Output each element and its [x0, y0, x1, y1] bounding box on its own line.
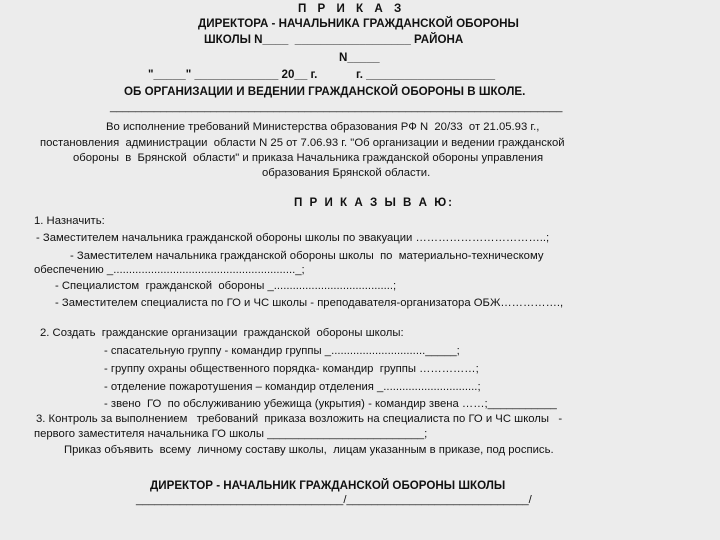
header-line-1: ДИРЕКТОРА - НАЧАЛЬНИКА ГРАЖДАНСКОЙ ОБОРОНЫ — [198, 17, 519, 30]
item-3-line-1: 3. Контроль за выполнением требований приказа возложить на специалиста по ГО и ЧС школы - — [36, 413, 563, 425]
item-1-line-4: - Специалистом гражданской обороны _......................................; — [55, 280, 397, 292]
subject-underline: ________________________________________________________________________ — [110, 101, 563, 113]
header-number: N_____ — [339, 51, 380, 64]
item-3-line-2: первого заместителя начальника ГО школы _________________________; — [34, 428, 428, 440]
item-2-line-2: - группу охраны общественного порядка- командир группы ……………; — [104, 363, 479, 375]
item-1-line-2: - Заместителем начальника гражданской обороны школы по материально-техническому — [70, 250, 544, 262]
item-2-line-4: - звено ГО по обслуживанию убежища (укрытия) - командир звена ……;___________ — [104, 398, 557, 410]
signature-title: ДИРЕКТОР - НАЧАЛЬНИК ГРАЖДАНСКОЙ ОБОРОНЫ ШКОЛЫ — [150, 479, 506, 492]
item-2-heading: 2. Создать гражданские организации гражданской обороны школы: — [40, 327, 404, 339]
doc-title: П Р И К А З — [298, 2, 406, 15]
doc-subject: ОБ ОРГАНИЗАЦИИ И ВЕДЕНИИ ГРАЖДАНСКОЙ ОБОРОНЫ В ШКОЛЕ. — [124, 85, 526, 98]
closing-line: Приказ объявить всему личному составу школы, лицам указанным в приказе, под роспись. — [64, 444, 554, 456]
preamble-line-4: образования Брянской области. — [262, 167, 431, 179]
header-line-2: ШКОЛЫ N____ __________________ РАЙОНА — [204, 33, 464, 46]
preamble-line-3: обороны в Брянской области" и приказа Начальника гражданской обороны управления — [73, 152, 544, 164]
signature-line: _________________________________/_____________________________/ — [136, 494, 532, 506]
item-1-line-3: обеспечению _.........................................................._; — [34, 264, 305, 276]
item-2-line-1: - спасательную группу - командир группы _.............................._____; — [104, 345, 460, 357]
preamble-line-1: Во исполнение требований Министерства образования РФ N 20/33 от 21.05.93 г., — [106, 121, 540, 133]
item-1-line-1: - Заместителем начальника гражданской обороны школы по эвакуации ……………………………..; — [36, 232, 550, 244]
item-1-heading: 1. Назначить: — [34, 215, 105, 227]
preamble-line-2: постановления администрации области N 25 от 7.06.93 г. "Об организации и ведении гражданской — [40, 137, 565, 149]
header-date-place: "_____" _____________ 20__ г. г. ____________________ — [148, 68, 496, 81]
order-heading: П Р И К А З Ы В А Ю: — [294, 196, 455, 209]
item-2-line-3: - отделение пожаротушения – командир отделения _..............................; — [104, 381, 481, 393]
item-1-line-5: - Заместителем специалиста по ГО и ЧС школы - преподавателя-организатора ОБЖ……………., — [55, 297, 564, 309]
